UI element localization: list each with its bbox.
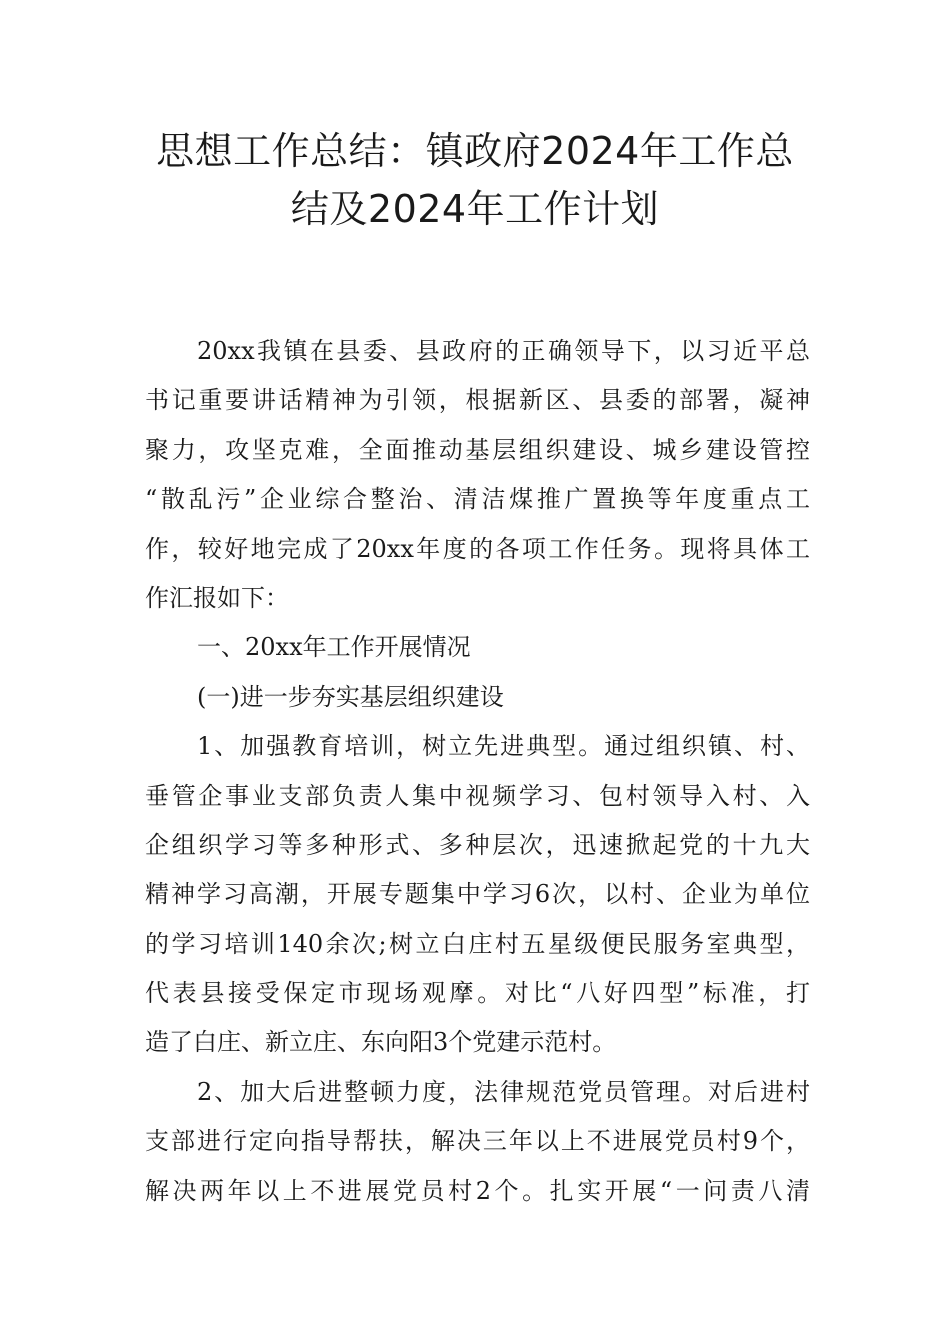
paragraph-line: 企组织学习等多种形式、多种层次，迅速掀起党的十九大: [145, 830, 810, 859]
document-title: [140, 122, 810, 238]
title-line: 思想工作总结：镇政府2024年工作总: [156, 129, 794, 173]
paragraph-line: 作，较好地完成了20xx年度的各项工作任务。现将具体工: [145, 534, 810, 563]
subsection-heading: (一)进一步夯实基层组织建设: [197, 682, 504, 711]
paragraph-line: “散乱污”企业综合整治、清洁煤推广置换等年度重点工: [145, 485, 810, 514]
paragraph-line: 的学习培训140余次;树立白庄村五星级便民服务室典型，: [145, 929, 810, 958]
paragraph-line: 20xx我镇在县委、县政府的正确领导下，以习近平总: [197, 337, 810, 365]
paragraph-line: 支部进行定向指导帮扶，解决三年以上不进展党员村9个，: [145, 1127, 810, 1156]
paragraph-line: 精神学习高潮，开展专题集中学习6次，以村、企业为单位: [145, 880, 810, 909]
paragraph-line: 垂管企事业支部负责人集中视频学习、包村领导入村、入: [145, 781, 810, 810]
document-body: [145, 327, 810, 1216]
paragraph-line: 代表县接受保定市现场观摩。对比“八好四型”标准，打: [145, 979, 810, 1008]
paragraph-line: 作汇报如下：: [145, 583, 289, 612]
paragraph-line: 2、加大后进整顿力度，法律规范党员管理。对后进村: [197, 1077, 810, 1106]
paragraph-line: 1、加强教育培训，树立先进典型。通过组织镇、村、: [197, 732, 810, 761]
paragraph-line: 聚力，攻坚克难，全面推动基层组织建设、城乡建设管控: [145, 435, 810, 464]
title-line: 结及2024年工作计划: [290, 187, 660, 231]
paragraph-line: 解决两年以上不进展党员村2个。扎实开展“一问责八清: [145, 1176, 810, 1205]
section-heading: 一、20xx年工作开展情况: [197, 633, 471, 662]
paragraph-line: 造了白庄、新立庄、东向阳3个党建示范村。: [145, 1028, 617, 1057]
paragraph-line: 书记重要讲话精神为引领，根据新区、县委的部署，凝神: [145, 386, 810, 415]
